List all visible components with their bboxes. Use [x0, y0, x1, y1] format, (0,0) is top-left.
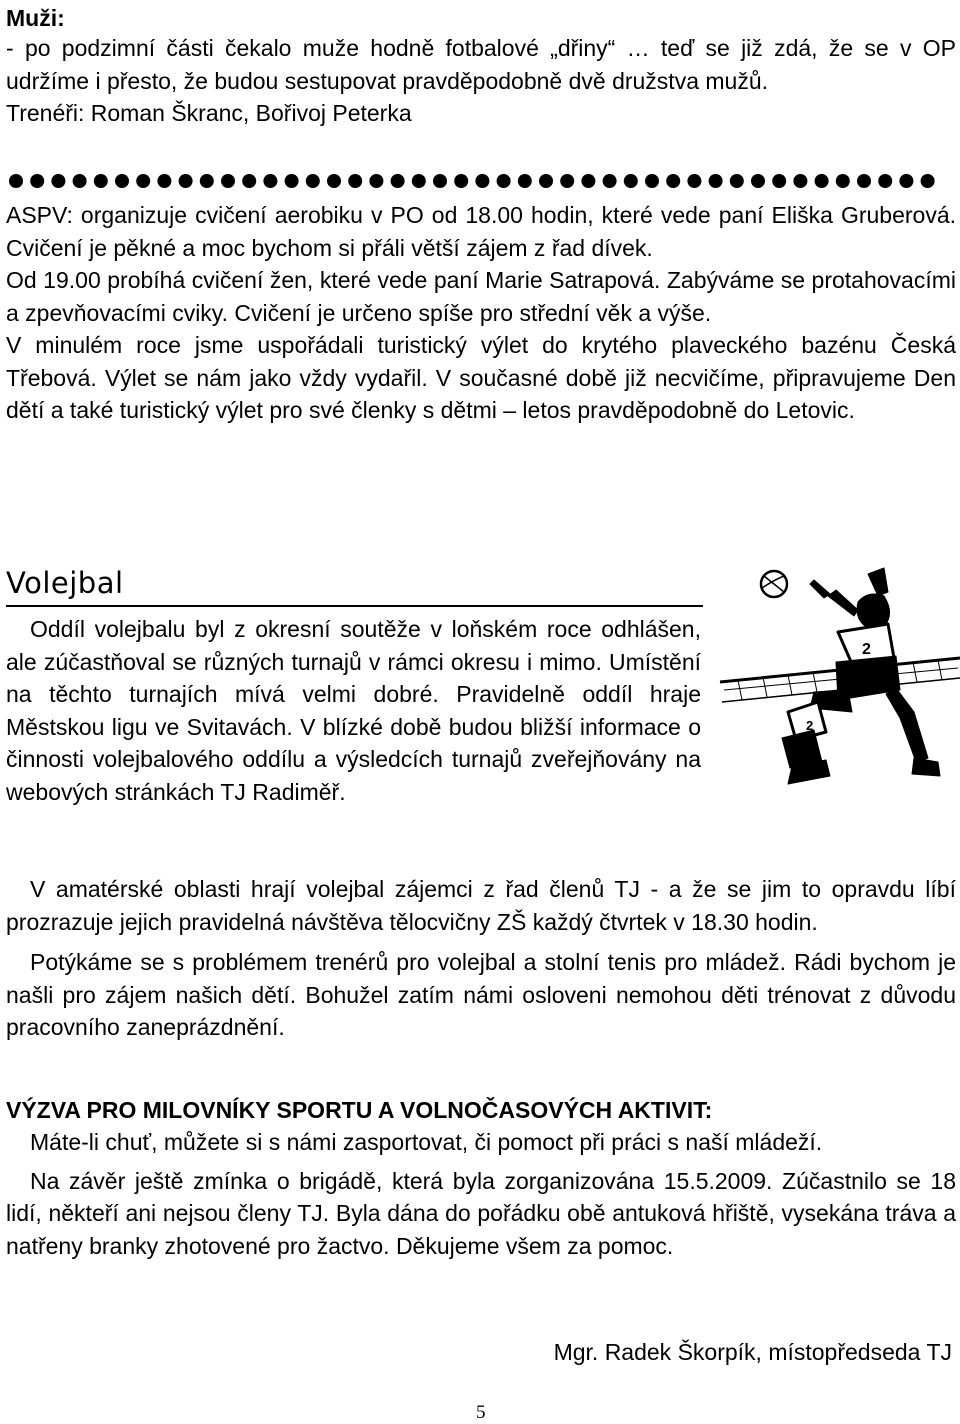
bullet-dot — [709, 174, 723, 188]
bullet-dot — [899, 174, 913, 188]
bullet-dot — [772, 174, 786, 188]
bullet-dot — [878, 174, 892, 188]
bullet-dot — [348, 174, 362, 188]
bullet-dot — [30, 174, 44, 188]
bullet-dot — [327, 174, 341, 188]
bullet-dot — [836, 174, 850, 188]
bullet-dot — [306, 174, 320, 188]
signature: Mgr. Radek Škorpík, místopředseda TJ — [553, 1339, 952, 1365]
bullet-dot — [136, 174, 150, 188]
muzi-section — [6, 32, 956, 130]
volleyball-player-illustration — [718, 562, 960, 800]
bullet-dot — [793, 174, 807, 188]
bullet-separator — [6, 170, 956, 192]
bullet-dot — [115, 174, 129, 188]
page-number: 5 — [476, 1402, 486, 1423]
bullet-dot — [921, 174, 935, 188]
aspv-paragraph-trip: V minulém roce jsme uspořádali turistický výlet do krytého plaveckého bazénu Česká Třebová. Výlet se nám jako vždy vydařil. V současné době již necvičíme, připravujeme Den dětí a také turistický výlet pro své členky s dětmi – letos pravděpodobně do Letovic. — [6, 332, 956, 423]
volejbal-paragraph-3: Potýkáme se s problémem trenérů pro volejbal a stolní tenis pro mládež. Rádi bychom je našli pro zájem našich dětí. Bohužel zatím námi osloveni nemohou děti trénovat z důvodu pracovního zaneprázdnění. — [6, 949, 956, 1040]
trainers-line: Trenéři: Roman Škranc, Bořivoj Peterka — [6, 100, 412, 126]
bullet-dot — [263, 174, 277, 188]
section-title-volejbal: Volejbal — [6, 566, 124, 600]
bullet-dot — [433, 174, 447, 188]
bullet-dot — [581, 174, 595, 188]
bullet-dot — [94, 174, 108, 188]
bullet-dot — [157, 174, 171, 188]
bullet-dot — [687, 174, 701, 188]
bullet-dot — [730, 174, 744, 188]
bullet-dot — [475, 174, 489, 188]
bullet-dot — [666, 174, 680, 188]
bullet-dot — [200, 174, 214, 188]
vyzva-section — [6, 1126, 956, 1262]
bullet-dot — [560, 174, 574, 188]
bullet-dot — [391, 174, 405, 188]
bullet-dot — [815, 174, 829, 188]
section-heading-vyzva: VÝZVA PRO MILOVNÍKY SPORTU A VOLNOČASOVÝCH AKTIVIT: — [6, 1097, 713, 1123]
vyzva-paragraph-2: Na závěr ještě zmínka o brigádě, která byla zorganizována 15.5.2009. Zúčastnilo se 18 lidí, někteří ani nejsou členy TJ. Byla dána do pořádku obě antuková hřiště, vysekána tráva a natřeny branky zhotovené pro žactvo. Děkujeme všem za pomoc. — [6, 1167, 956, 1259]
muzi-paragraph: - po podzimní části čekalo muže hodně fotbalové „dřiny“ … teď se již zdá, že se v OP udržíme i přesto, že budou sestupovat pravděpodobně dvě družstva mužů. — [6, 35, 956, 94]
bullet-dot — [242, 174, 256, 188]
title-underline — [6, 605, 703, 607]
aspv-paragraph-aerobic: ASPV: organizuje cvičení aerobiku v PO od 18.00 hodin, které vede paní Eliška Gruberová. Cvičení je pěkné a moc bychom si přáli větší zájem z řad dívek. — [6, 202, 956, 261]
bullet-dot — [73, 174, 87, 188]
bullet-dot — [179, 174, 193, 188]
volejbal-section — [6, 613, 701, 808]
bullet-dot — [603, 174, 617, 188]
bullet-dot — [645, 174, 659, 188]
bullet-dot — [221, 174, 235, 188]
bullet-dot — [412, 174, 426, 188]
bullet-dot — [369, 174, 383, 188]
bullet-dot — [285, 174, 299, 188]
aspv-section — [6, 199, 956, 427]
bullet-dot — [539, 174, 553, 188]
vyzva-paragraph-1: Máte-li chuť, můžete si s námi zasportovat, či pomoct při práci s naší mládeží. — [30, 1129, 823, 1155]
volejbal-continuation — [6, 873, 956, 1044]
section-heading-muzi: Muži: — [6, 5, 65, 31]
bullet-dot — [9, 174, 23, 188]
shorts-number: 2 — [806, 718, 814, 733]
bullet-dot — [454, 174, 468, 188]
bullet-dot — [751, 174, 765, 188]
bullet-dot — [51, 174, 65, 188]
bullet-dot — [857, 174, 871, 188]
aspv-paragraph-women: Od 19.00 probíhá cvičení žen, které vede paní Marie Satrapová. Zabýváme se protahovacími a zpevňovacími cviky. Cvičení je určeno spíše pro střední věk a výše. — [6, 267, 956, 326]
bullet-dot — [624, 174, 638, 188]
bullet-dot — [518, 174, 532, 188]
volejbal-paragraph-1: Oddíl volejbalu byl z okresní soutěže v loňském roce odhlášen, ale zúčastňoval se různých turnajů v rámci okresu i mimo. Umístění na těchto turnajích mívá velmi dobré. Pravidelně oddíl hraje Městskou ligu ve Svitavách. V blízké době budou bližší informace o činnosti volejbalového oddílu a výsledcích turnajů zveřejňovány na webových stránkách TJ Radiměř. — [6, 616, 701, 805]
jersey-number: 2 — [862, 641, 871, 658]
volejbal-paragraph-2: V amatérské oblasti hrají volejbal zájemci z řad členů TJ - a že se jim to opravdu líbí prozrazuje jejich pravidelná návštěva tělocvičny ZŠ každý čtvrtek v 18.30 hodin. — [6, 876, 956, 935]
bullet-dot — [497, 174, 511, 188]
